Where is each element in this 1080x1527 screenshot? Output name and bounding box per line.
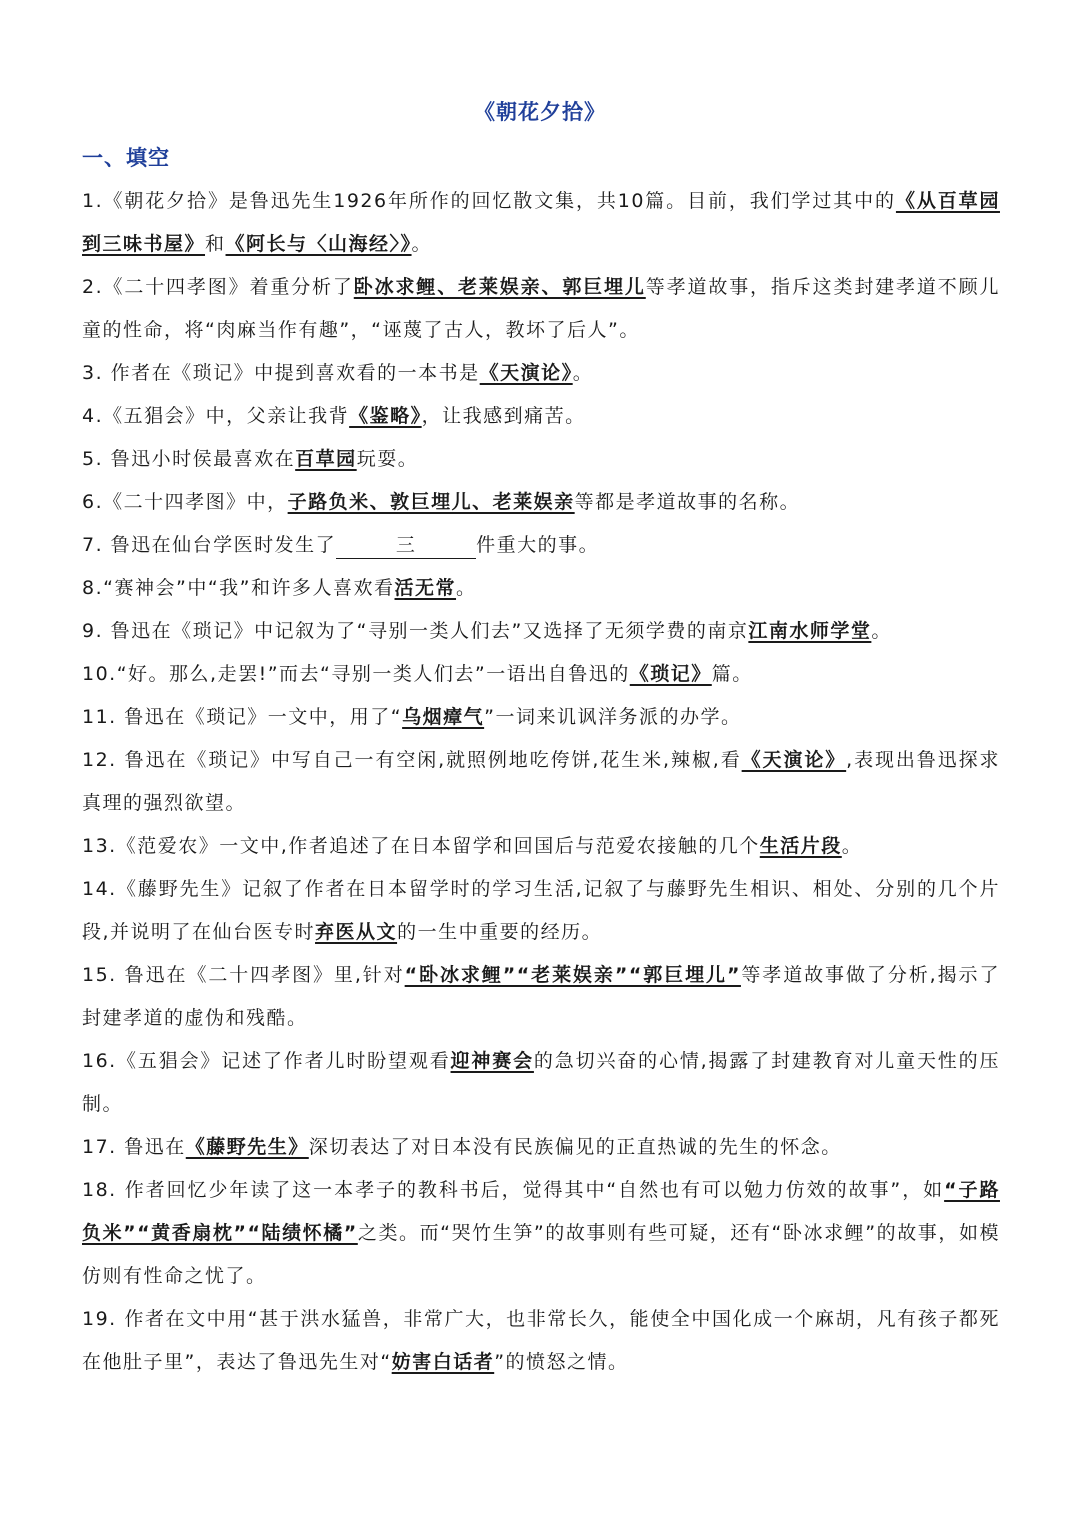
list-item: 11. 鲁迅在《琐记》一文中，用了“乌烟瘴气”一词来讥讽洋务派的办学。 xyxy=(82,706,742,728)
answer: 卧冰求鲤、老莱娱亲、郭巨埋儿 xyxy=(353,276,646,298)
list-item: 15. 鲁迅在《二十四孝图》里,针对“卧冰求鲤”“老莱娱亲”“郭巨埋儿”等孝道故事做了分析,揭示了封建孝道的虚伪和残酷。 xyxy=(82,964,1000,1029)
answer: 《天演论》 xyxy=(741,749,847,771)
list-item: 3. 作者在《琐记》中提到喜欢看的一本书是《天演论》。 xyxy=(82,362,594,384)
section-heading: 一、填空 xyxy=(82,146,170,170)
page-title: 《朝花夕拾》 xyxy=(474,100,606,124)
list-item: 8.“赛神会”中“我”和许多人喜欢看活无常。 xyxy=(82,577,477,599)
list-item: 1.《朝花夕拾》是鲁迅先生1926年所作的回忆散文集，共10篇。目前，我们学过其中的《从百草园到三味书屋》和《阿长与〈山海经〉》。 xyxy=(82,190,1000,255)
answer: 迎神赛会 xyxy=(450,1050,534,1072)
answer: 弃医从文 xyxy=(315,921,398,943)
answer: 子路负米、敦巨埋儿、老莱娱亲 xyxy=(287,491,575,513)
answer: 《藤野先生》 xyxy=(185,1136,309,1158)
answer: 乌烟瘴气 xyxy=(402,706,485,728)
answer: 《天演论》 xyxy=(479,362,573,384)
answer: 《鉴略》 xyxy=(349,405,422,427)
list-item: 6.《二十四孝图》中，子路负米、敦巨埋儿、老莱娱亲等都是孝道故事的名称。 xyxy=(82,491,801,513)
list-item: 10.“好。那么,走罢!”而去“寻别一类人们去”一语出自鲁迅的《琐记》篇。 xyxy=(82,663,753,685)
answer: 江南水师学堂 xyxy=(748,620,872,642)
list-item: 14.《藤野先生》记叙了作者在日本留学时的学习生活,记叙了与藤野先生相识、相处、分别的几个片段,并说明了在仙台医专时弃医从文的一生中重要的经历。 xyxy=(82,878,1000,943)
list-item: 12. 鲁迅在《琐记》中写自己一有空闲,就照例地吃侉饼,花生米,辣椒,看《天演论》,表现出鲁迅探求真理的强烈欲望。 xyxy=(82,749,1000,814)
answer: “子路负米”“黄香扇枕”“陆绩怀橘” xyxy=(82,1179,1000,1244)
answer: 《琐记》 xyxy=(629,663,712,685)
fill-in-list xyxy=(82,180,1000,1384)
list-item: 17. 鲁迅在《藤野先生》深切表达了对日本没有民族偏见的正直热诚的先生的怀念。 xyxy=(82,1136,842,1158)
answer: 妨害白话者 xyxy=(391,1351,495,1373)
answer: 活无常 xyxy=(394,577,457,599)
answer: 生活片段 xyxy=(759,835,842,857)
list-item: 7. 鲁迅在仙台学医时发生了 三 件重大的事。 xyxy=(82,524,1000,567)
list-item: 13.《范爱农》一文中,作者追述了在日本留学和回国后与范爱农接触的几个生活片段。 xyxy=(82,835,863,857)
answer: “卧冰求鲤”“老莱娱亲”“郭巨埋儿” xyxy=(404,964,741,986)
answer: 百草园 xyxy=(295,448,357,470)
list-item: 19. 作者在文中用“甚于洪水猛兽，非常广大，也非常长久，能使全中国化成一个麻胡，凡有孩子都死在他肚子里”，表达了鲁迅先生对“妨害白话者”的愤怒之情。 xyxy=(82,1308,1000,1373)
list-item: 9. 鲁迅在《琐记》中记叙为了“寻别一类人们去”又选择了无须学费的南京江南水师学堂。 xyxy=(82,620,892,642)
list-item: 16.《五猖会》记述了作者儿时盼望观看迎神赛会的急切兴奋的心情,揭露了封建教育对儿童天性的压制。 xyxy=(82,1050,1000,1115)
answer: 《从百草园到三味书屋》 xyxy=(82,190,1000,255)
list-item: 2.《二十四孝图》着重分析了卧冰求鲤、老莱娱亲、郭巨埋儿等孝道故事，指斥这类封建孝道不顾儿童的性命，将“肉麻当作有趣”，“诬蔑了古人，教坏了后人”。 xyxy=(82,276,1000,341)
list-item: 4.《五猖会》中，父亲让我背《鉴略》，让我感到痛苦。 xyxy=(82,405,586,427)
answer-blank: 三 xyxy=(336,532,476,559)
answer: 《阿长与〈山海经〉》 xyxy=(225,233,412,255)
list-item: 18. 作者回忆少年读了这一本孝子的教科书后，觉得其中“自然也有可以勉力仿效的故事”，如“子路负米”“黄香扇枕”“陆绩怀橘”之类。而“哭竹生笋”的故事则有些可疑，还有“卧冰求鲤”的故事，如模仿则有性命之忧了。 xyxy=(82,1179,1001,1287)
list-item: 5. 鲁迅小时侯最喜欢在百草园玩耍。 xyxy=(82,448,419,470)
